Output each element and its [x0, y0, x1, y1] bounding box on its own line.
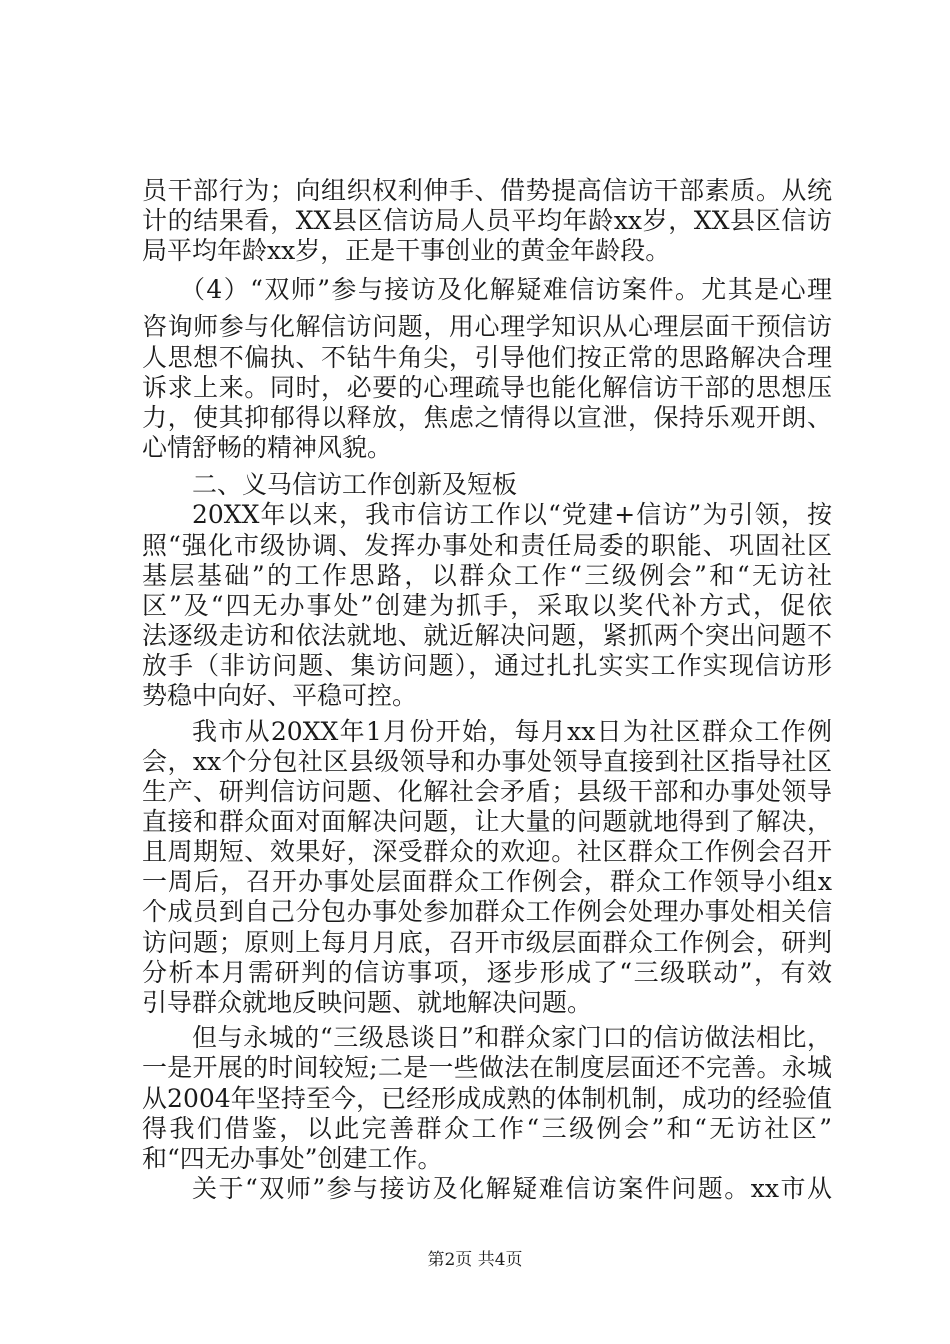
body-text-line: 得我们借鉴，以此完善群众工作“三级例会”和“无访社区” [142, 1114, 832, 1143]
body-text-line: 分析本月需研判的信访事项，逐步形成了“三级联动”，有效 [142, 958, 832, 987]
body-text-line: 区”及“四无办事处”创建为抓手，采取以奖代补方式，促依 [142, 591, 832, 620]
body-text-line: 引导群众就地反映问题、就地解决问题。 [142, 988, 593, 1017]
body-text-line: 但与永城的“三级恳谈日”和群众家门口的信访做法相比， [192, 1023, 832, 1052]
body-text-line: 一是开展的时间较短;二是一些做法在制度层面还不完善。永城 [142, 1053, 832, 1082]
page-footer: 第2页 共4页 [427, 1250, 523, 1270]
body-text-line: 会，xx个分包社区县级领导和办事处领导直接到社区指导社区 [142, 747, 832, 776]
body-text-line: 咨询师参与化解信访问题，用心理学知识从心理层面干预信访 [142, 312, 832, 341]
body-text-line: 心情舒畅的精神风貌。 [142, 433, 393, 462]
body-text-line: 人思想不偏执、不钻牛角尖，引导他们按正常的思路解决合理 [142, 343, 832, 372]
body-text-line: 访问题；原则上每月月底，召开市级层面群众工作例会，研判 [142, 928, 832, 957]
body-text-line: 一周后，召开办事处层面群众工作例会，群众工作领导小组x [142, 867, 832, 896]
body-text-line: 势稳中向好、平稳可控。 [142, 681, 418, 710]
body-text-line: 关于“双师”参与接访及化解疑难信访案件问题。xx市从 [192, 1174, 832, 1203]
body-text-line: 员干部行为；向组织权利伸手、借势提高信访干部素质。从统 [142, 176, 832, 205]
body-text-line: 放手（非访问题、集访问题），通过扎扎实实工作实现信访形 [142, 651, 832, 680]
body-text-line: 生产、研判信访问题、化解社会矛盾；县级干部和办事处领导 [142, 777, 832, 806]
body-text-line: 从2004年坚持至今，已经形成成熟的体制机制，成功的经验值 [142, 1084, 832, 1113]
body-text-line: 且周期短、效果好，深受群众的欢迎。社区群众工作例会召开 [142, 837, 832, 866]
body-text-line: 20XX年以来，我市信访工作以“党建+信访”为引领，按 [192, 500, 832, 529]
body-text-line: 照“强化市级协调、发挥办事处和责任局委的职能、巩固社区 [142, 531, 832, 560]
body-text-line: 计的结果看，XX县区信访局人员平均年龄xx岁，XX县区信访 [142, 206, 832, 235]
body-text-line: 我市从20XX年1月份开始，每月xx日为社区群众工作例 [192, 717, 832, 746]
body-text-line: 和“四无办事处”创建工作。 [142, 1144, 443, 1173]
body-text-line: 直接和群众面对面解决问题，让大量的问题就地得到了解决， [142, 807, 832, 836]
body-text-line: 局平均年龄xx岁，正是干事创业的黄金年龄段。 [142, 236, 671, 265]
body-text-line: 法逐级走访和依法就地、就近解决问题，紧抓两个突出问题不 [142, 621, 832, 650]
body-text-line: 力，使其抑郁得以释放，焦虑之情得以宣泄，保持乐观开朗、 [142, 403, 832, 432]
section-heading: 二、义马信访工作创新及短板 [192, 470, 518, 499]
body-text-line: 诉求上来。同时，必要的心理疏导也能化解信访干部的思想压 [142, 373, 832, 402]
body-text-line: 基层基础”的工作思路，以群众工作“三级例会”和“无访社 [142, 561, 832, 590]
body-text-line: 个成员到自己分包办事处参加群众工作例会处理办事处相关信 [142, 897, 832, 926]
body-text-line: （4）“双师”参与接访及化解疑难信访案件。尤其是心理 [180, 275, 832, 304]
